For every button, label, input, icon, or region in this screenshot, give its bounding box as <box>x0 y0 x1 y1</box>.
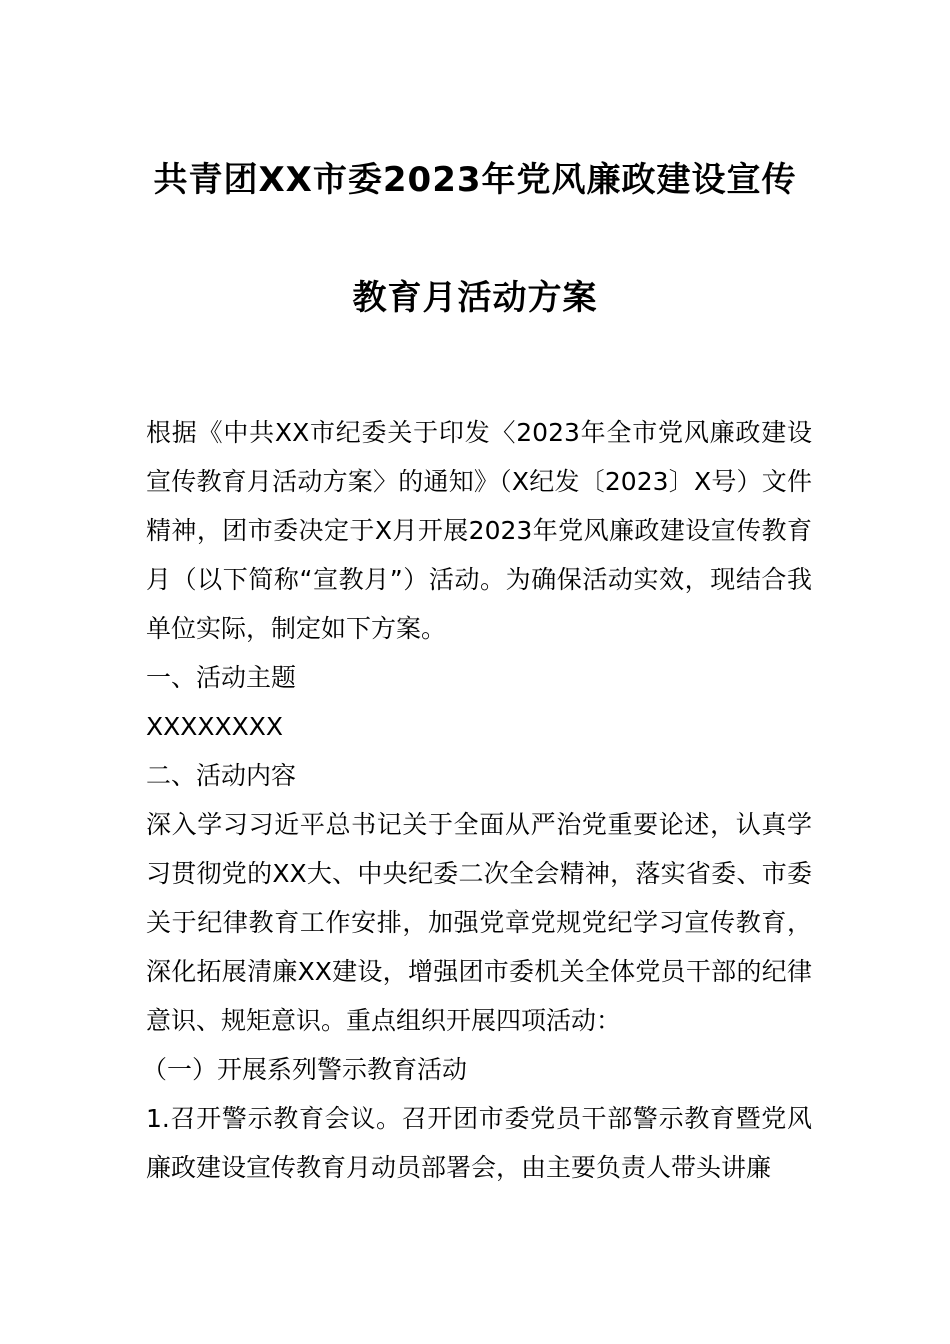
section-1-heading: 一、活动主题 <box>146 663 297 692</box>
document-title-line-2: 教育月活动方案 <box>352 278 598 318</box>
document-body <box>142 408 812 1192</box>
item-1-paragraph: 1.召开警示教育会议。召开团市委党员干部警示教育暨党风廉政建设宣传教育月动员部署会，由主要负责人带头讲廉 <box>146 1104 812 1182</box>
section-2-heading: 二、活动内容 <box>146 761 297 790</box>
section-2-paragraph: 深入学习习近平总书记关于全面从严治党重要论述，认真学习贯彻党的XX大、中央纪委二次全会精神，落实省委、市委关于纪律教育工作安排，加强党章党规党纪学习宣传教育，深化拓展清廉XX建设，增强团市委机关全体党员干部的纪律意识、规矩意识。重点组织开展四项活动： <box>146 810 812 1035</box>
subsection-1-heading: （一）开展系列警示教育活动 <box>142 1055 468 1084</box>
intro-paragraph: 根据《中共XX市纪委关于印发〈2023年全市党风廉政建设宣传教育月活动方案〉的通知》（X纪发〔2023〕X号）文件精神，团市委决定于X月开展2023年党风廉政建设宣传教育月（以下简称“宣教月”）活动。为确保活动实效，现结合我单位实际，制定如下方案。 <box>146 418 812 643</box>
section-1-content: XXXXXXXX <box>146 712 284 741</box>
document-title-line-1: 共青团XX市委2023年党风廉政建设宣传 <box>153 160 797 200</box>
